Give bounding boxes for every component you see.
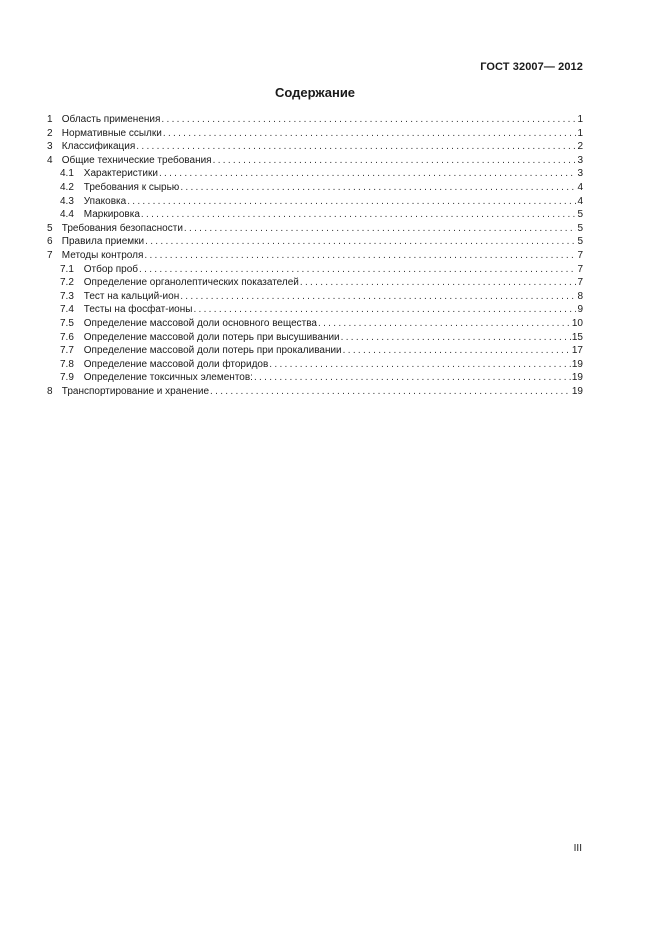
toc-entry-page: 9 bbox=[577, 304, 583, 316]
toc-entry-page: 2 bbox=[577, 141, 583, 153]
toc-leader-dots bbox=[139, 263, 576, 277]
toc-entry-page: 15 bbox=[571, 331, 583, 343]
toc-subentry[interactable] bbox=[47, 331, 583, 345]
toc-entry-page: 7 bbox=[577, 249, 583, 261]
toc-title: Содержание bbox=[274, 85, 356, 100]
toc-entry[interactable] bbox=[47, 249, 583, 263]
table-of-contents bbox=[47, 113, 583, 398]
toc-entry-number: 6 bbox=[47, 236, 53, 248]
toc-subentry[interactable] bbox=[47, 195, 583, 209]
toc-entry-page: 4 bbox=[577, 195, 583, 207]
toc-entry-number: 7.6 bbox=[60, 331, 74, 343]
toc-entry-page: 19 bbox=[571, 358, 583, 370]
toc-entry[interactable] bbox=[47, 154, 583, 168]
toc-entry-title: Определение массовой доли фторидов bbox=[83, 358, 269, 370]
toc-entry-title: Характеристики bbox=[83, 168, 158, 180]
toc-entry-number: 4.3 bbox=[60, 195, 74, 207]
toc-entry-number: 7.5 bbox=[60, 317, 74, 329]
toc-subentry[interactable] bbox=[47, 317, 583, 331]
toc-leader-dots bbox=[161, 113, 576, 127]
toc-entry-number: 4 bbox=[47, 154, 53, 166]
toc-entry-page: 1 bbox=[577, 114, 583, 125]
toc-leader-dots bbox=[318, 317, 571, 331]
toc-entry-number: 1 bbox=[47, 114, 53, 125]
toc-entry[interactable] bbox=[47, 127, 583, 141]
toc-entry-title: Область применения bbox=[61, 114, 161, 125]
toc-entry-title: Определение массовой доли основного вещества bbox=[83, 317, 317, 329]
toc-entry-number: 7.4 bbox=[60, 304, 74, 316]
toc-entry-title: Требования безопасности bbox=[61, 222, 183, 234]
toc-entry-page: 5 bbox=[577, 222, 583, 234]
document-code: ГОСТ 32007— 2012 bbox=[480, 61, 583, 73]
toc-leader-dots bbox=[184, 222, 577, 236]
toc-entry-title: Общие технические требования bbox=[61, 154, 212, 166]
toc-entry-page: 10 bbox=[571, 317, 583, 329]
toc-entry-title: Правила приемки bbox=[61, 236, 145, 248]
toc-entry-page: 7 bbox=[577, 263, 583, 275]
toc-entry-page: 5 bbox=[577, 209, 583, 221]
toc-entry-title: Отбор проб bbox=[83, 263, 139, 275]
toc-entry-number: 7.3 bbox=[60, 290, 74, 302]
toc-entry-page: 3 bbox=[577, 154, 583, 166]
toc-entry-title: Требования к сырью bbox=[83, 181, 180, 193]
toc-leader-dots bbox=[144, 249, 576, 263]
toc-leader-dots bbox=[341, 331, 571, 345]
toc-entry-number: 7.7 bbox=[60, 345, 74, 357]
toc-leader-dots bbox=[193, 303, 576, 317]
toc-entry-title: Тесты на фосфат-ионы bbox=[83, 304, 193, 316]
toc-entry-number: 7.8 bbox=[60, 358, 74, 370]
toc-entry-title: Упаковка bbox=[83, 195, 127, 207]
toc-entry-number: 4.2 bbox=[60, 181, 74, 193]
toc-entry-page: 3 bbox=[577, 168, 583, 180]
toc-entry-title: Определение массовой доли потерь при высушивании bbox=[83, 331, 340, 343]
toc-entry-page: 4 bbox=[577, 181, 583, 193]
toc-entry-title: Методы контроля bbox=[61, 249, 144, 261]
toc-entry-title: Определение токсичных элементов: bbox=[83, 372, 253, 384]
toc-entry-title: Классификация bbox=[61, 141, 136, 153]
toc-subentry[interactable] bbox=[47, 303, 583, 317]
toc-subentry[interactable] bbox=[47, 181, 583, 195]
toc-entry-page: 19 bbox=[571, 385, 583, 397]
toc-entry[interactable] bbox=[47, 235, 583, 249]
toc-entry[interactable] bbox=[47, 222, 583, 236]
toc-subentry[interactable] bbox=[47, 290, 583, 304]
toc-entry-number: 7.1 bbox=[60, 263, 74, 275]
toc-entry-number: 5 bbox=[47, 222, 53, 234]
toc-entry-number: 8 bbox=[47, 385, 53, 397]
toc-leader-dots bbox=[300, 276, 577, 290]
toc-entry-page: 17 bbox=[571, 345, 583, 357]
toc-entry-number: 7.2 bbox=[60, 277, 74, 289]
toc-subentry[interactable] bbox=[47, 167, 583, 181]
toc-entry-number: 7.9 bbox=[60, 372, 74, 384]
toc-entry-page: 8 bbox=[577, 290, 583, 302]
toc-subentry[interactable] bbox=[47, 276, 583, 290]
toc-subentry[interactable] bbox=[47, 344, 583, 358]
toc-entry[interactable] bbox=[47, 113, 583, 127]
toc-entry-number: 3 bbox=[47, 141, 53, 153]
toc-entry-number: 2 bbox=[47, 127, 53, 139]
toc-subentry[interactable] bbox=[47, 371, 583, 385]
toc-entry-title: Транспортирование и хранение bbox=[61, 385, 210, 397]
toc-leader-dots bbox=[136, 140, 576, 154]
toc-entry-page: 19 bbox=[571, 372, 583, 384]
toc-leader-dots bbox=[213, 154, 577, 168]
toc-leader-dots bbox=[180, 290, 576, 304]
toc-leader-dots bbox=[163, 127, 577, 141]
toc-leader-dots bbox=[210, 385, 571, 399]
page-number: III bbox=[573, 843, 582, 854]
toc-entry-number: 7 bbox=[47, 249, 53, 261]
toc-leader-dots bbox=[254, 371, 571, 385]
toc-leader-dots bbox=[145, 235, 576, 249]
toc-leader-dots bbox=[269, 358, 571, 372]
toc-subentry[interactable] bbox=[47, 358, 583, 372]
toc-entry[interactable] bbox=[47, 140, 583, 154]
toc-leader-dots bbox=[343, 344, 571, 358]
toc-leader-dots bbox=[180, 181, 576, 195]
toc-entry-page: 1 bbox=[577, 127, 583, 139]
toc-subentry[interactable] bbox=[47, 208, 583, 222]
toc-entry-title: Маркировка bbox=[83, 209, 140, 221]
toc-leader-dots bbox=[159, 167, 577, 181]
toc-entry[interactable] bbox=[47, 385, 583, 399]
toc-entry-number: 4.4 bbox=[60, 209, 74, 221]
toc-entry-title: Определение массовой доли потерь при прокаливании bbox=[83, 345, 342, 357]
toc-entry-number: 4.1 bbox=[60, 168, 74, 180]
toc-leader-dots bbox=[141, 208, 577, 222]
toc-entry-title: Определение органолептических показателей bbox=[83, 277, 299, 289]
toc-entry-title: Нормативные ссылки bbox=[61, 127, 162, 139]
toc-subentry[interactable] bbox=[47, 263, 583, 277]
toc-leader-dots bbox=[127, 195, 576, 209]
toc-entry-page: 7 bbox=[577, 277, 583, 289]
toc-entry-page: 5 bbox=[577, 236, 583, 248]
toc-entry-title: Тест на кальций-ион bbox=[83, 290, 180, 302]
